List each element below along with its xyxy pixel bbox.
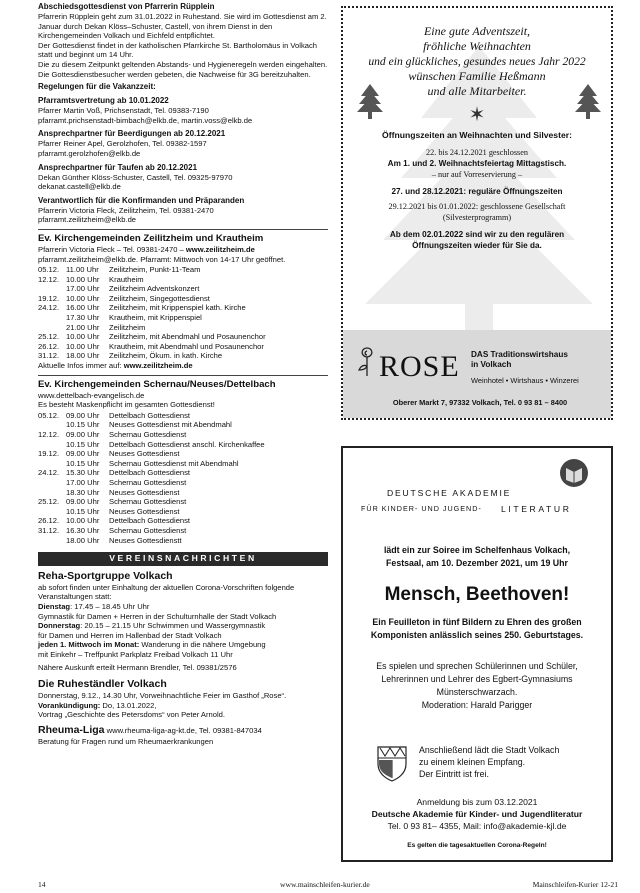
page-number: 14 — [38, 880, 46, 889]
rose-logo-band — [343, 330, 611, 418]
rose-logo-subtitle: Weinhotel • Wirtshaus • Winzerei — [471, 376, 579, 385]
schedule-row — [38, 526, 328, 536]
schedule-time: 10.15 Uhr — [66, 439, 100, 449]
ruhe-l3: Vortrag „Geschichte des Petersdoms“ von Peter Arnold. — [38, 710, 225, 720]
schedule-text: Schernau Gottesdienst — [109, 430, 187, 439]
schedule-time: 21.00 Uhr — [66, 322, 100, 332]
ruhe-l1: Donnerstag, 9.12., 14.30 Uhr, Vorweihnachtliche Feier im Gasthof „Rose“. — [38, 691, 287, 701]
schedule-time: 17.00 Uhr — [66, 284, 100, 294]
hours-title — [343, 130, 611, 141]
vakanz-b2-l2: pfarramt.gerolzhofen@elkb.de — [38, 148, 141, 158]
rose-flower-icon — [355, 344, 379, 378]
reha-l6: mit Einkehr – Treffpunkt Parkplatz Freibad Volkach 11 Uhr — [38, 649, 233, 659]
schedule-date: 26.12. — [38, 341, 60, 351]
schedule-row — [38, 488, 328, 498]
schedule-row — [38, 294, 328, 304]
schedule-date: 25.12. — [38, 497, 60, 507]
zeil-contact-line — [38, 245, 328, 255]
rheuma-line — [38, 724, 328, 737]
schedule-date — [38, 284, 66, 294]
zeil-title: Ev. Kirchengemeinden Zeilitzheim und Krautheim — [38, 229, 328, 245]
registration-org: Deutsche Akademie für Kinder- und Jugendliteratur — [371, 809, 583, 819]
schedule-row — [38, 430, 328, 440]
hours-line-4-text: 27. und 28.12.2021: reguläre Öffnungszeiten — [391, 187, 563, 196]
moderation-line: Moderation: Harald Parigger — [421, 700, 533, 710]
akademie-name-3: LITERATUR — [501, 504, 572, 514]
schedule-text: Schernau Gottesdienst — [109, 525, 187, 535]
greeting-line-4: wünschen Familie Heßmann — [408, 69, 546, 83]
schedule-text: Zeilitzheim Adventskonzert — [109, 284, 200, 294]
hours-line-1: 22. bis 24.12.2021 geschlossen — [426, 148, 528, 157]
schedule-date — [38, 478, 66, 488]
schedule-time: 11.00 Uhr — [66, 265, 99, 275]
akademie-advert — [341, 446, 613, 862]
schedule-text: Krautheim — [109, 274, 144, 284]
schedule-time: 10.15 Uhr — [66, 506, 100, 516]
schedule-time: 16.00 Uhr — [66, 303, 100, 313]
rose-address: Oberer Markt 7, 97332 Volkach, Tel. 0 93 81 – 8400 — [392, 398, 568, 407]
ruhe-title: Die Ruheständler Volkach — [38, 678, 167, 691]
hours-line-2 — [343, 158, 611, 169]
schedule-text: Neuses Gottesdienst — [109, 487, 180, 497]
zeil-schedule — [38, 265, 328, 361]
schedule-text: Zeilitzheim — [109, 322, 146, 332]
reha-l1-text: : 17.45 – 18.45 Uhr Uhr — [70, 601, 150, 611]
schedule-date — [38, 536, 66, 546]
vakanz-b4-l1: Pfarrerin Victoria Fleck, Zeilitzheim, Tel. 09381-2470 — [38, 205, 214, 215]
schern-website-link[interactable]: www.dettelbach-evangelisch.de — [38, 390, 145, 400]
schern-title: Ev. Kirchengemeinden Schernau/Neuses/Dettelbach — [38, 375, 328, 391]
vereinsnachrichten-bar: VEREINSNACHRICHTEN — [38, 552, 328, 566]
reha-l5-text: Wanderung in die nähere Umgebung — [139, 640, 266, 650]
hours-line-4 — [343, 186, 611, 197]
schedule-time: 18.00 Uhr — [66, 535, 100, 545]
reha-l1 — [38, 602, 328, 612]
page-footer — [0, 876, 640, 892]
hours-line-6: (Silvesterprogramm) — [442, 213, 512, 222]
schedule-text: Neuses Gottesdienst — [109, 449, 180, 459]
schedule-row — [38, 275, 328, 285]
schedule-text: Dettelbach Gottesdienst — [109, 410, 191, 420]
schedule-row — [38, 536, 328, 546]
left-column — [38, 2, 328, 746]
volkach-coat-of-arms-icon — [377, 746, 407, 782]
schedule-date — [38, 507, 66, 517]
reha-l5-label: jeden 1. Mittwoch im Monat: — [38, 640, 140, 650]
reception-line-2: zu einem kleinen Empfang. — [419, 757, 526, 767]
reception-line-3: Der Eintritt ist frei. — [419, 769, 489, 779]
schedule-text: Dettelbach Gottesdienst anschl. Kirchenkaffee — [109, 439, 265, 449]
schedule-text: Krautheim, mit Abendmahl und Posaunenchor — [109, 341, 264, 351]
ruhe-l2 — [38, 701, 328, 711]
reha-l4: für Damen und Herren im Hallenbad der Stadt Volkach — [38, 630, 222, 640]
zeil-website-link[interactable]: www.zeilitzheim.de — [185, 244, 255, 254]
schedule-row — [38, 323, 328, 333]
rheuma-title: Rheuma-Liga — [38, 723, 105, 736]
vakanz-b3-title: Ansprechpartner für Taufen ab 20.12.2021 — [38, 162, 198, 172]
vakanz-b4-l2: pfarramt.zeilitzheim@elkb.de — [38, 215, 137, 225]
hours-line-7-text: Ab dem 02.01.2022 sind wir zu den regulären — [389, 230, 565, 239]
schedule-date — [38, 459, 66, 469]
schedule-text: Zeilitzheim, mit Abendmahl und Posaunenchor — [109, 332, 266, 342]
zeil-contact-text: Pfarrerin Victoria Fleck – Tel. 09381-2470 – — [38, 244, 186, 254]
hours-line-8-text: Öffnungszeiten wieder für Sie da. — [412, 241, 542, 250]
performers-text — [349, 660, 605, 712]
schedule-text: Schernau Gottesdienst — [109, 477, 187, 487]
feuilleton-line-1: Ein Feuilleton in fünf Bildern zu Ehren des großen — [372, 617, 582, 627]
schedule-time: 17.00 Uhr — [66, 477, 100, 487]
schedule-date — [38, 420, 66, 430]
performers-line-3: Münsterschwarzach. — [436, 687, 518, 697]
schern-mask-note: Es besteht Maskenpflicht im gesamten Gottesdienst! — [38, 400, 215, 410]
schedule-row — [38, 351, 328, 361]
schedule-time: 10.15 Uhr — [66, 458, 100, 468]
schedule-row — [38, 449, 328, 459]
schedule-time: 09.00 Uhr — [66, 449, 100, 459]
hours-line-7 — [343, 229, 611, 240]
vakanz-title: Regelungen für die Vakanzzeit: — [38, 82, 156, 92]
zeil-footer-line — [38, 361, 328, 371]
abschied-p1: Pfarrerin Rüpplein geht zum 31.01.2022 in Ruhestand. Sie wird im Gottesdienst am 2. Januar durch Dekan Klöss–Schuster, Castell, von ihrem Dienst in den Kirchengemeinden Volkach und Eichfeld entpflichtet. — [38, 12, 327, 41]
schedule-row — [38, 459, 328, 469]
greeting-block — [343, 8, 611, 251]
schedule-date — [38, 488, 66, 498]
schedule-time: 17.30 Uhr — [66, 313, 100, 323]
schedule-time: 10.00 Uhr — [66, 332, 100, 342]
reha-l2: Gymnastik für Damen + Herren in der Schulturnhalle der Stadt Volkach — [38, 611, 277, 621]
vakanz-b2-l1: Pfarrer Reiner Apel, Gerolzhofen, Tel. 09382-1597 — [38, 139, 207, 149]
rose-advert — [341, 6, 613, 420]
registration-info — [349, 796, 605, 832]
hours-title-text: Öffnungszeiten an Weihnachten und Silvester: — [382, 130, 572, 140]
schedule-row — [38, 497, 328, 507]
rose-logo-title-2: in Volkach — [471, 360, 512, 369]
ruhe-l2-text: Do, 13.01.2022, — [100, 700, 157, 710]
schedule-date: 05.12. — [38, 410, 60, 420]
schedule-text: Zeilitzheim, Ökum. in kath. Kirche — [109, 351, 223, 361]
schedule-row — [38, 342, 328, 352]
schedule-text: Neuses Gottesdienst mit Abendmahl — [109, 420, 232, 430]
feuilleton-line-2: Komponisten anlässlich seines 250. Geburtstages. — [370, 630, 584, 640]
reha-p1: ab sofort finden unter Einhaltung der aktuellen Corona-Vorschriften folgende Veranstaltungen statt: — [38, 582, 295, 602]
schedule-date: 24.12. — [38, 303, 60, 313]
schedule-time: 10.00 Uhr — [66, 341, 100, 351]
schedule-text: Dettelbach Gottesdienst — [109, 516, 191, 526]
reha-l3 — [38, 621, 328, 631]
issue-label: Mainschleifen-Kurier 12-21 — [532, 880, 618, 889]
schedule-text: Dettelbach Gottesdienst — [109, 468, 191, 478]
schedule-text: Schernau Gottesdienst mit Abendmahl — [109, 458, 239, 468]
hours-line-3: – nur auf Vorreservierung – — [431, 170, 523, 179]
schedule-date: 26.12. — [38, 516, 60, 526]
greeting-line-3: und ein glückliches, gesundes neues Jahr 2022 — [368, 55, 586, 68]
schedule-row — [38, 265, 328, 275]
greeting-line-2: fröhliche Weihnachten — [423, 39, 531, 53]
reception-line-1: Anschließend lädt die Stadt Volkach — [419, 745, 560, 755]
schedule-time: 18.30 Uhr — [66, 487, 100, 497]
reha-l3-label: Donnerstag — [38, 621, 81, 631]
reha-l5 — [38, 640, 328, 650]
schedule-row — [38, 468, 328, 478]
zeil-footer-link[interactable]: www.zeilitzheim.de — [123, 361, 193, 371]
schedule-text: Schernau Gottesdienst — [109, 497, 187, 507]
akademie-name-1: DEUTSCHE AKADEMIE — [387, 488, 512, 498]
vakanz-b4-title: Verantwortlich für die Konfirmanden und Präparanden — [38, 195, 245, 205]
reha-l3-text: : 20.15 – 21.15 Uhr Schwimmen und Wassergymnastik — [80, 621, 266, 631]
schedule-row — [38, 516, 328, 526]
abschied-p3: Die zu diesem Zeitpunkt geltenden Abstands- und Hygieneregeln werden eingehalten. Die Gottesdienstbesucher werden gebeten, die Nachweise für 3G bereitzuhalten. — [38, 59, 328, 79]
greeting-line-5: und alle Mitarbeiter. — [427, 84, 527, 98]
vakanz-b1-title: Pfarramtsvertretung ab 10.01.2022 — [38, 96, 169, 106]
abschied-p2: Der Gottesdienst findet in der katholischen Pfarrkirche St. Bartholomäus in Volkach statt und beginnt um 14 Uhr. — [38, 40, 317, 60]
schedule-time: 10.00 Uhr — [66, 516, 100, 526]
schedule-time: 10.00 Uhr — [66, 293, 100, 303]
schedule-time: 15.30 Uhr — [66, 468, 100, 478]
greeting-line-1: Eine gute Adventszeit, — [423, 24, 531, 38]
schedule-time: 09.00 Uhr — [66, 430, 100, 439]
schedule-row — [38, 507, 328, 517]
reha-title: Reha-Sportgruppe Volkach — [38, 569, 173, 582]
feuilleton-text — [349, 616, 605, 642]
schedule-text: Neuses Gottesdienstt — [109, 535, 182, 545]
schedule-time: 16.30 Uhr — [66, 525, 100, 535]
schedule-date — [38, 440, 66, 450]
abschied-title: Abschiedsgottesdienst von Pfarrerin Rüpplein — [38, 2, 215, 11]
schedule-date: 25.12. — [38, 332, 60, 342]
akademie-name-2: FÜR KINDER- UND JUGEND- — [361, 504, 482, 513]
zeil-footer-text: Aktuelle Infos immer auf: — [38, 361, 124, 371]
schedule-row — [38, 284, 328, 294]
vakanz-b3-l2: dekanat.castell@elkb.de — [38, 182, 121, 192]
schern-schedule — [38, 411, 328, 545]
schedule-date: 12.12. — [38, 274, 60, 284]
schedule-row — [38, 420, 328, 430]
schedule-text: Zeilitzheim, mit Krippenspiel kath. Kirche — [109, 303, 246, 313]
schedule-text: Zeilitzheim, Singegottesdienst — [109, 293, 210, 303]
vakanz-b2-title: Ansprechpartner für Beerdigungen ab 20.12.2021 — [38, 129, 226, 139]
hours-line-2-text: Am 1. und 2. Weihnachtsfeiertag Mittagstisch. — [387, 159, 567, 168]
corona-rules-note: Es gelten die tagesaktuellen Corona-Regeln! — [407, 842, 547, 849]
hours-line-5: 29.12.2021 bis 01.01.2022: geschlossene Gesellschaft — [388, 202, 566, 211]
schedule-text: Krautheim, mit Krippenspiel — [109, 313, 202, 323]
footer-website-link[interactable]: www.mainschleifen-kurier.de — [280, 880, 370, 889]
schedule-date: 12.12. — [38, 430, 60, 439]
schedule-row — [38, 478, 328, 488]
schedule-date: 31.12. — [38, 525, 60, 535]
schedule-row — [38, 440, 328, 450]
reha-l1-label: Dienstag — [38, 601, 71, 611]
schedule-time: 18.00 Uhr — [66, 351, 100, 361]
registration-contact: Tel. 0 93 81– 4355, Mail: info@akademie-kjl.de — [387, 821, 567, 831]
vakanz-b1-l2: pfarramt.prichsenstadt-bimbach@elkb.de, martin.voss@elkb.de — [38, 115, 253, 125]
vakanz-b3-l1: Dekan Günther Klöss-Schuster, Castell, Tel. 09325-97970 — [38, 172, 233, 182]
schedule-row — [38, 313, 328, 323]
owl-book-logo-icon — [559, 458, 589, 488]
performers-line-1: Es spielen und sprechen Schülerinnen und Schüler, — [376, 661, 578, 671]
schedule-time: 10.00 Uhr — [66, 274, 100, 284]
schedule-text: Zeilitzheim, Punkt-11-Team — [109, 265, 201, 275]
schedule-date — [38, 313, 66, 323]
ruhe-l2-label: Vorankündigung: — [38, 700, 101, 710]
schedule-time: 09.00 Uhr — [66, 497, 100, 507]
vakanz-b1-l1: Pfarrer Martin Voß, Prichsenstadt, Tel. 09383-7190 — [38, 106, 209, 116]
schedule-date: 19.12. — [38, 293, 60, 303]
invitation-line-1: lädt ein zur Soiree im Schelfenhaus Volkach, — [383, 545, 571, 555]
schedule-time: 10.15 Uhr — [66, 420, 100, 430]
event-headline: Mensch, Beethoven! — [384, 584, 570, 605]
rheuma-contact: www.rheuma-liga-ag-kt.de, Tel. 09381-847034 — [104, 725, 262, 735]
schedule-row — [38, 303, 328, 313]
schedule-time: 09.00 Uhr — [66, 410, 100, 420]
rose-logo-word: ROSE — [379, 350, 460, 383]
hours-line-8 — [343, 240, 611, 251]
schedule-row — [38, 411, 328, 421]
invitation-line-2: Festsaal, am 10. Dezember 2021, um 19 Uhr — [386, 558, 568, 568]
schedule-row — [38, 332, 328, 342]
reception-text — [419, 744, 559, 780]
schedule-date: 05.12. — [38, 265, 60, 275]
schedule-text: Neuses Gottesdienst — [109, 506, 180, 516]
performers-line-2: Lehrerinnen und Lehrer des Egbert-Gymnasiums — [381, 674, 573, 684]
rose-logo-title-1: DAS Traditionswirtshaus — [471, 350, 568, 359]
schedule-date — [38, 323, 66, 333]
reha-l7: Nähere Auskunft erteilt Hermann Brendler, Tel. 09381/2576 — [38, 663, 237, 673]
schedule-date: 24.12. — [38, 468, 60, 478]
schedule-date: 19.12. — [38, 449, 60, 459]
rose-logo-title — [471, 350, 568, 370]
rheuma-l1: Beratung für Fragen rund um Rheumaerkrankungen — [38, 736, 214, 746]
schedule-date: 31.12. — [38, 351, 60, 361]
zeil-line2: pfarramt.zeilitzheim@elkb.de. Pfarramt: Mittwoch von 14-17 Uhr geöffnet. — [38, 254, 286, 264]
star-icon: ✶ — [468, 104, 486, 126]
invitation — [349, 544, 605, 570]
registration-deadline: Anmeldung bis zum 03.12.2021 — [416, 797, 538, 807]
